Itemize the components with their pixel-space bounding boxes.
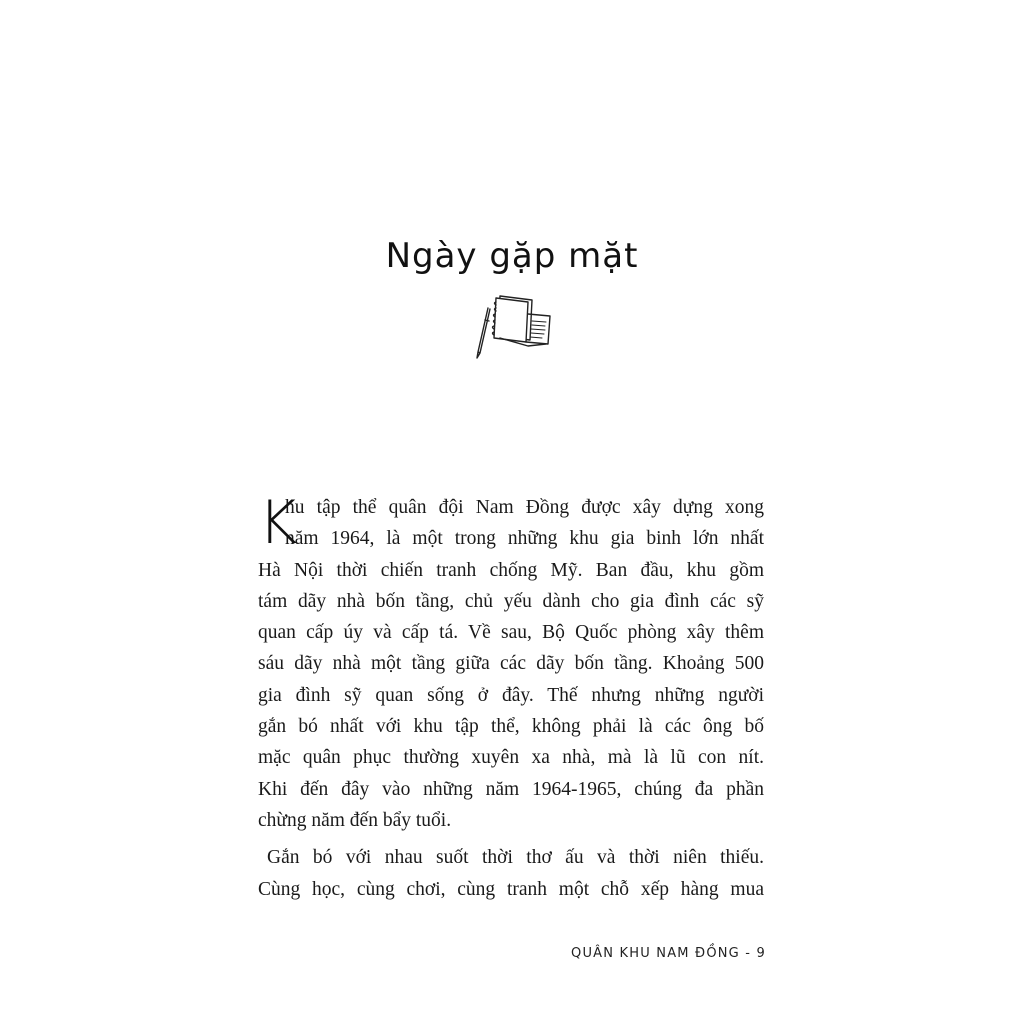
- notebook-and-pen-sketch-icon: [470, 288, 560, 360]
- text-line: quan cấp úy và cấp tá. Về sau, Bộ Quốc phòng xây thêm: [258, 622, 764, 644]
- paragraph-1: [258, 488, 764, 836]
- text-line: gia đình sỹ quan sống ở đây. Thế nhưng những người: [258, 684, 764, 706]
- text-line: sáu dãy nhà một tầng giữa các dãy bốn tầng. Khoảng 500: [258, 653, 764, 675]
- body-text: [258, 488, 764, 905]
- running-title: QUÂN KHU NAM ĐỒNG: [571, 946, 740, 961]
- page-footer: [500, 946, 766, 961]
- text-line: Hà Nội thời chiến tranh chống Mỹ. Ban đầu, khu gồm: [258, 559, 764, 581]
- text-line: Khi đến đây vào những năm 1964-1965, chúng đa phần: [258, 778, 764, 800]
- text-line: mặc quân phục thường xuyên xa nhà, mà là lũ con nít.: [258, 747, 764, 769]
- text-line: năm 1964, là một trong những khu gia binh lớn nhất: [285, 528, 764, 550]
- drop-cap: K: [258, 488, 298, 558]
- text-line: gắn bó nhất với khu tập thể, không phải là các ông bố: [258, 716, 764, 738]
- chapter-title: Ngày gặp mặt: [385, 235, 639, 276]
- text-line: chừng năm đến bẩy tuổi.: [258, 809, 452, 831]
- text-line: Cùng học, cùng chơi, cùng tranh một chỗ xếp hàng mua: [258, 878, 764, 900]
- text-line: hu tập thể quân đội Nam Đồng được xây dựng xong: [285, 497, 764, 518]
- page-number: - 9: [745, 946, 766, 961]
- text-line: Gắn bó với nhau suốt thời thơ ấu và thời niên thiếu.: [267, 847, 764, 869]
- text-line: tám dãy nhà bốn tầng, chủ yếu dành cho gia đình các sỹ: [258, 590, 764, 612]
- paragraph-2: [258, 842, 764, 905]
